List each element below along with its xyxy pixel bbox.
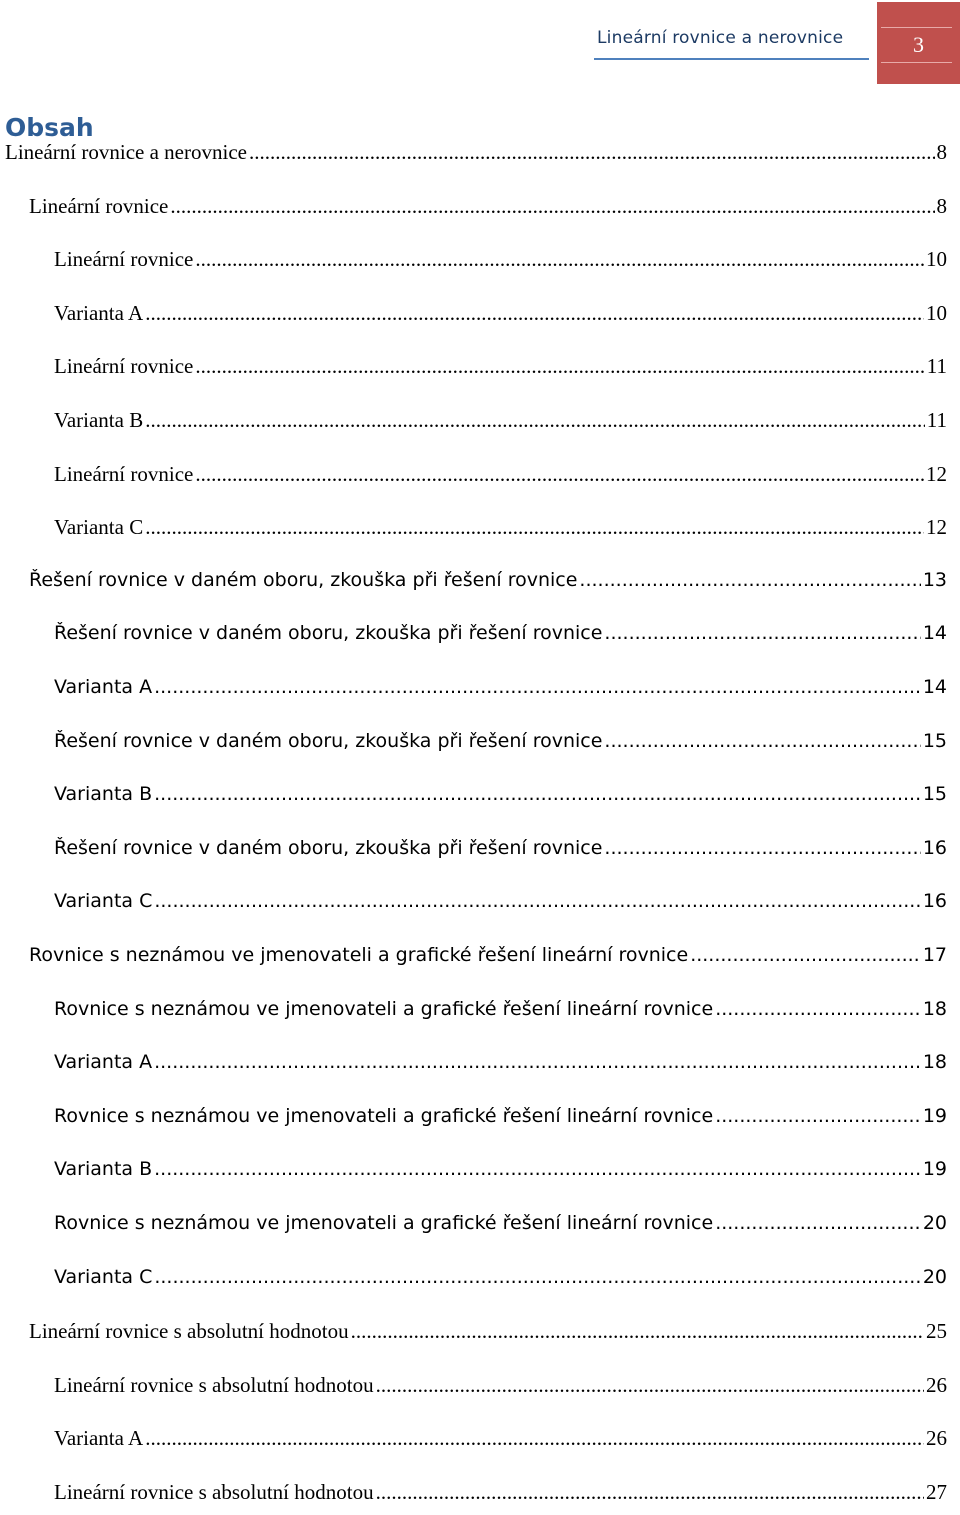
- toc-entry[interactable]: [54, 1266, 947, 1296]
- toc-dot-leader: [154, 1266, 920, 1288]
- toc-entry[interactable]: [5, 140, 947, 170]
- toc-entry-label: Řešení rovnice v daném oboru, zkouška při řešení rovnice: [54, 730, 603, 752]
- toc-entry-label: Rovnice s neznámou ve jmenovateli a grafické řešení lineární rovnice: [54, 1212, 714, 1234]
- toc-dot-leader: [604, 622, 920, 644]
- page-number: 3: [913, 32, 924, 57]
- toc-entry[interactable]: [29, 569, 947, 599]
- toc-entry-label: Varianta C: [54, 515, 144, 539]
- toc-entry[interactable]: [54, 783, 947, 813]
- toc-entry-page: 12: [926, 515, 947, 539]
- toc-dot-leader: [154, 783, 921, 805]
- toc-dot-leader: [715, 1212, 921, 1234]
- toc-entry[interactable]: [54, 890, 947, 920]
- toc-entry[interactable]: [54, 462, 947, 492]
- toc-entry[interactable]: [29, 944, 947, 974]
- toc-dot-leader: [715, 998, 921, 1020]
- toc-dot-leader: [604, 837, 920, 859]
- toc-entry-page: 26: [926, 1373, 947, 1397]
- toc-entry-label: Rovnice s neznámou ve jmenovateli a grafické řešení lineární rovnice: [29, 944, 689, 966]
- toc-dot-leader: [715, 1105, 921, 1127]
- toc-entry[interactable]: [54, 1373, 947, 1403]
- toc-entry[interactable]: [54, 1158, 947, 1188]
- toc-entry[interactable]: [54, 1051, 947, 1081]
- toc-entry-page: 26: [926, 1426, 947, 1450]
- toc-dot-leader: [690, 944, 921, 966]
- toc-entry-label: Varianta A: [54, 1426, 144, 1450]
- toc-entry[interactable]: [54, 515, 947, 545]
- toc-dot-leader: [145, 408, 925, 433]
- toc-dot-leader: [376, 1373, 924, 1398]
- toc-entry-label: Řešení rovnice v daném oboru, zkouška při řešení rovnice: [54, 622, 603, 644]
- toc-entry-label: Řešení rovnice v daném oboru, zkouška při řešení rovnice: [29, 569, 578, 591]
- toc-entry-page: 8: [936, 140, 947, 164]
- toc-dot-leader: [154, 1051, 921, 1073]
- toc-entry-page: 12: [926, 462, 947, 486]
- toc-entry-label: Lineární rovnice: [29, 194, 169, 218]
- toc-entry-page: 14: [922, 676, 947, 698]
- toc-entry[interactable]: [54, 1212, 947, 1242]
- toc-entry-page: 20: [922, 1266, 947, 1288]
- toc-dot-leader: [195, 462, 924, 487]
- toc-entry-page: 18: [922, 998, 947, 1020]
- page-number-frame: [881, 27, 952, 63]
- toc-entry-page: 15: [922, 730, 947, 752]
- toc-dot-leader: [145, 1426, 924, 1451]
- toc-entry-label: Lineární rovnice s absolutní hodnotou: [29, 1319, 349, 1343]
- toc-entry-label: Lineární rovnice: [54, 354, 194, 378]
- toc-entry-label: Varianta B: [54, 408, 144, 432]
- toc-entry-label: Lineární rovnice s absolutní hodnotou: [54, 1480, 374, 1504]
- toc-entry[interactable]: [54, 730, 947, 760]
- toc-entry-label: Varianta B: [54, 783, 153, 805]
- toc-dot-leader: [170, 194, 934, 219]
- toc-dot-leader: [195, 354, 924, 379]
- toc-entry[interactable]: [54, 1426, 947, 1456]
- header-underline: [594, 58, 869, 60]
- toc-entry-page: 19: [922, 1158, 947, 1180]
- toc-entry-label: Varianta C: [54, 1266, 153, 1288]
- toc-heading: Obsah: [5, 113, 94, 142]
- toc-entry[interactable]: [54, 622, 947, 652]
- toc-entry-page: 27: [926, 1480, 947, 1504]
- toc-entry[interactable]: [54, 676, 947, 706]
- toc-dot-leader: [154, 890, 920, 912]
- toc-entry[interactable]: [54, 301, 947, 331]
- toc-entry-page: 17: [922, 944, 947, 966]
- toc-dot-leader: [249, 140, 935, 165]
- toc-entry-label: Varianta A: [54, 1051, 153, 1073]
- toc-dot-leader: [351, 1319, 924, 1344]
- toc-entry-page: 14: [922, 622, 947, 644]
- toc-entry-page: 13: [922, 569, 947, 591]
- toc-dot-leader: [154, 1158, 921, 1180]
- toc-dot-leader: [376, 1480, 924, 1505]
- toc-dot-leader: [579, 569, 920, 591]
- toc-entry[interactable]: [54, 1105, 947, 1135]
- toc-entry-page: 19: [922, 1105, 947, 1127]
- toc-entry-label: Lineární rovnice a nerovnice: [5, 140, 247, 164]
- toc-entry-page: 16: [922, 890, 947, 912]
- toc-dot-leader: [195, 247, 924, 272]
- toc-entry-page: 11: [926, 408, 947, 432]
- toc-entry-label: Lineární rovnice: [54, 462, 194, 486]
- toc-entry-page: 18: [922, 1051, 947, 1073]
- toc-entry-label: Řešení rovnice v daném oboru, zkouška při řešení rovnice: [54, 837, 603, 859]
- toc-entry-page: 20: [922, 1212, 947, 1234]
- page-number-box: [877, 2, 960, 84]
- toc-entry[interactable]: [54, 1480, 947, 1510]
- toc-entry[interactable]: [54, 408, 947, 438]
- toc-entry-label: Varianta A: [54, 301, 144, 325]
- toc-entry-label: Varianta B: [54, 1158, 153, 1180]
- toc-entry-page: 25: [926, 1319, 947, 1343]
- toc-dot-leader: [154, 676, 921, 698]
- toc-entry[interactable]: [54, 354, 947, 384]
- running-header-title: Lineární rovnice a nerovnice: [597, 28, 844, 48]
- toc-entry[interactable]: [54, 837, 947, 867]
- toc-entry[interactable]: [54, 998, 947, 1028]
- toc-entry-label: Lineární rovnice s absolutní hodnotou: [54, 1373, 374, 1397]
- toc-dot-leader: [145, 515, 924, 540]
- toc-entry-page: 16: [922, 837, 947, 859]
- toc-entry-label: Rovnice s neznámou ve jmenovateli a grafické řešení lineární rovnice: [54, 1105, 714, 1127]
- toc-entry-page: 15: [922, 783, 947, 805]
- toc-entry-label: Varianta C: [54, 890, 153, 912]
- toc-entry-page: 10: [926, 301, 947, 325]
- toc-entry-label: Rovnice s neznámou ve jmenovateli a grafické řešení lineární rovnice: [54, 998, 714, 1020]
- toc-entry[interactable]: [29, 194, 947, 224]
- toc-entry[interactable]: [29, 1319, 947, 1349]
- toc-entry[interactable]: [54, 247, 947, 277]
- toc-entry-page: 8: [936, 194, 947, 218]
- toc-entry-page: 11: [926, 354, 947, 378]
- toc-entry-label: Lineární rovnice: [54, 247, 194, 271]
- toc-entry-page: 10: [926, 247, 947, 271]
- toc-dot-leader: [145, 301, 924, 326]
- toc-dot-leader: [604, 730, 920, 752]
- toc-entry-label: Varianta A: [54, 676, 153, 698]
